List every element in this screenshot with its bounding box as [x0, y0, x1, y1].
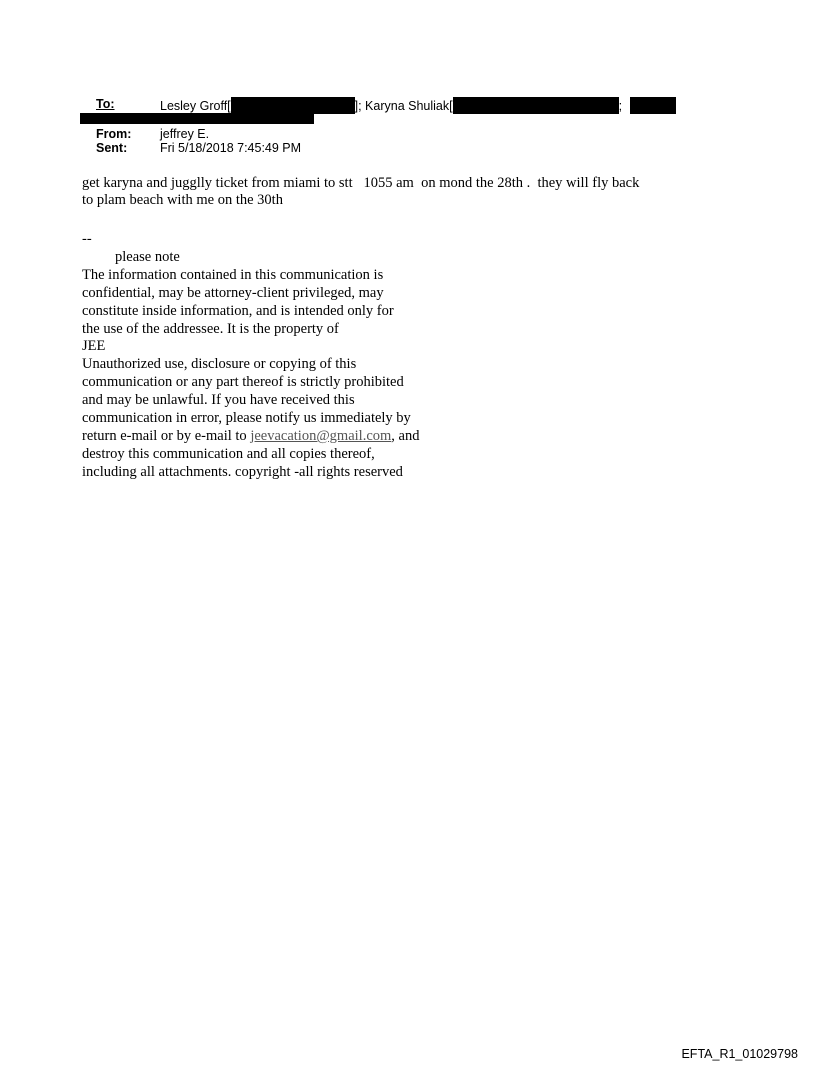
disclaimer-line: confidential, may be attorney-client privileged, may [82, 284, 384, 301]
message-line-2: to plam beach with me on the 30th [82, 192, 283, 208]
please-note: please note [115, 248, 180, 265]
email-header [96, 97, 716, 155]
disclaimer-line: constitute inside information, and is intended only for [82, 302, 394, 319]
redaction-block [80, 113, 314, 124]
redaction-block [231, 97, 355, 114]
disclaimer-line: Unauthorized use, disclosure or copying of this [82, 356, 357, 373]
email-signature [82, 231, 482, 482]
to-recipient-1: Lesley Groff[ [160, 99, 231, 113]
disclaimer-line: The information contained in this communication is [82, 266, 384, 283]
to-label: To: [96, 97, 115, 111]
from-label: From: [96, 127, 132, 141]
disclaimer-line-email [82, 428, 482, 446]
from-value: jeffrey E. [160, 127, 210, 141]
return-suffix: , and [391, 427, 420, 444]
to-value [160, 97, 676, 114]
disclaimer-line: including all attachments. copyright -all rights reserved [82, 463, 403, 480]
redaction-block [630, 97, 676, 114]
to-row [96, 97, 716, 114]
redaction-block [453, 97, 619, 114]
disclaimer-line: communication or any part thereof is strictly prohibited [82, 374, 404, 391]
email-link[interactable]: jeevacation@gmail.com [250, 427, 392, 444]
disclaimer-line: destroy this communication and all copies thereof, [82, 445, 375, 462]
disclaimer-line: the use of the addressee. It is the property of [82, 320, 339, 337]
return-prefix: return e-mail or by e-mail to [82, 427, 251, 444]
sent-value: Fri 5/18/2018 7:45:49 PM [160, 141, 302, 155]
message-body [82, 175, 722, 209]
disclaimer-line: and may be unlawful. If you have received this [82, 392, 355, 409]
disclaimer-line: communication in error, please notify us immediately by [82, 410, 411, 427]
from-row [96, 127, 716, 141]
signature-dashes: -- [82, 231, 92, 247]
sent-row [96, 141, 716, 155]
document-id: EFTA_R1_01029798 [681, 1047, 798, 1061]
to-recipient-2: ]; Karyna Shuliak[ [354, 99, 453, 113]
disclaimer-line: JEE [82, 338, 106, 355]
message-line-1: get karyna and jugglly ticket from miami to stt 1055 am on mond the 28th . they will fly back [82, 175, 640, 191]
to-separator: ; [618, 99, 623, 113]
sent-label: Sent: [96, 141, 128, 155]
